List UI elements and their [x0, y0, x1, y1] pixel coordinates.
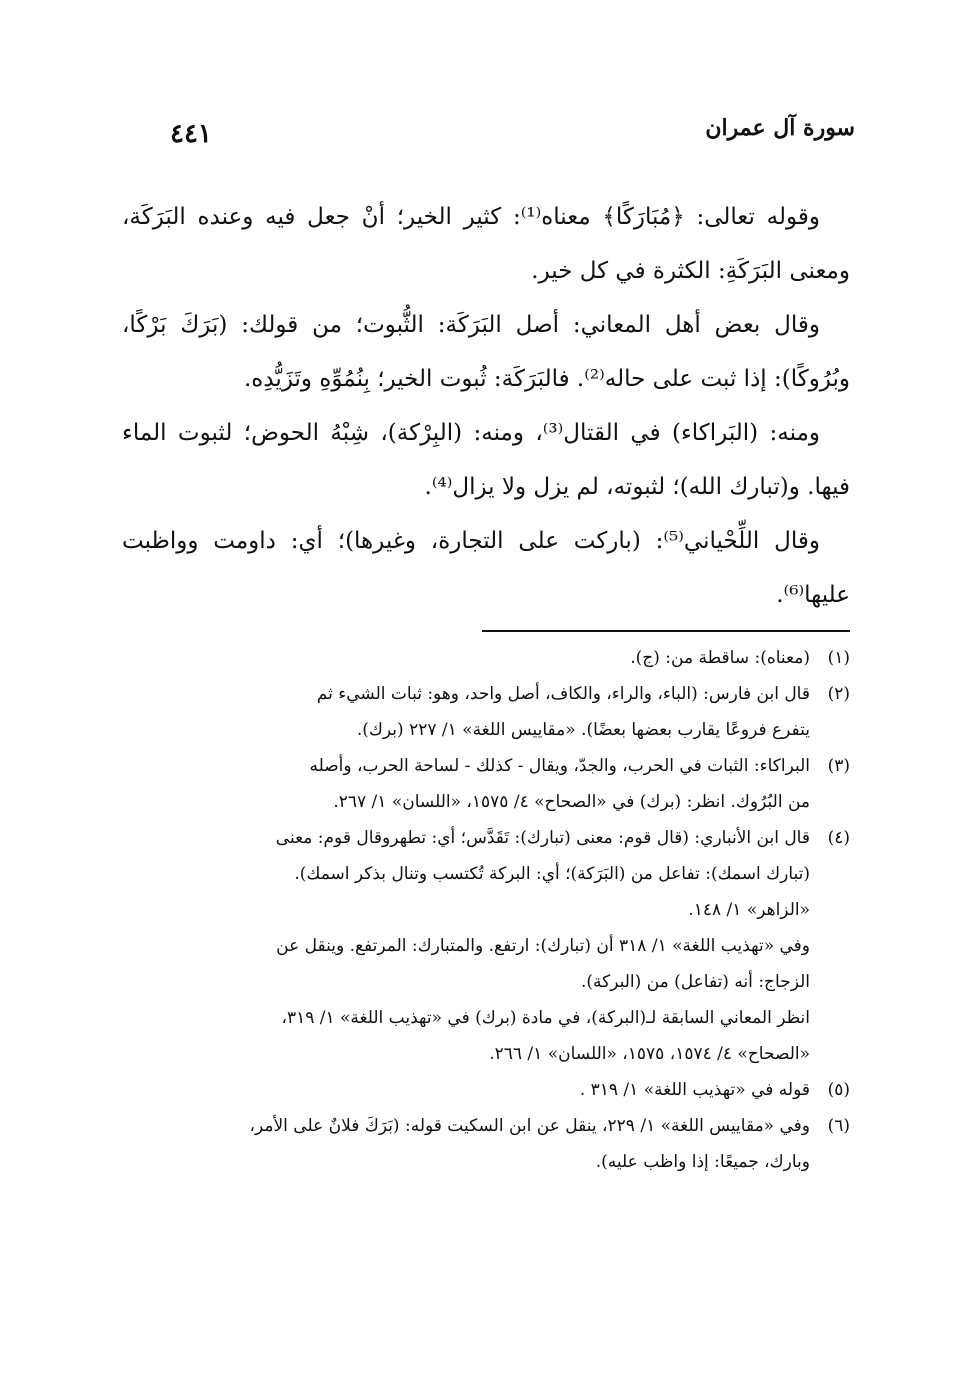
- footnote-line: البراكاء: الثبات في الحرب، والجدّ، ويقال - كذلك - لساحة الحرب، وأصله: [309, 756, 810, 776]
- paragraph: وقال اللِّحْياني⁽⁵⁾: (باركت على التجارة، وغيرها)؛ أي: داومت وواظبت عليها⁽⁶⁾.: [122, 528, 850, 608]
- footnote-number: (١): [827, 648, 850, 668]
- footnote-line: قوله في «تهذيب اللغة» ١/ ٣١٩ .: [579, 1080, 810, 1100]
- footnote-line: وفي «مقاييس اللغة» ١/ ٢٢٩، ينقل عن ابن السكيت قوله: (بَرَكَ فلانٌ على الأمر،: [249, 1116, 810, 1136]
- main-text: [122, 190, 850, 622]
- footnote-line: قال ابن الأنباري: (قال قوم: معنى (تبارك): تَقَدَّس؛ أي: تطهروقال قوم: معنى: [275, 828, 810, 848]
- footnote: [118, 676, 850, 748]
- footnote-line: وبارك، جميعًا: إذا واظب عليه).: [595, 1152, 810, 1172]
- running-header: [120, 115, 855, 155]
- footnote-line: يتفرع فروعًا يقارب بعضها بعضًا). «مقاييس اللغة» ١/ ٢٢٧ (برك).: [356, 720, 810, 740]
- footnotes: [118, 640, 850, 1180]
- paragraph: ومنه: (البَراكاء) في القتال⁽³⁾، ومنه: (البِرْكة)، شِبْهُ الحوض؛ لثبوت الماء فيها. و(تبارك الله)؛ لثبوته، لم يزل ولا يزال⁽⁴⁾.: [122, 420, 850, 500]
- footnote-number: (٤): [827, 828, 850, 848]
- footnote-line: (تبارك اسمك): تفاعل من (البَرَكة)؛ أي: البركة تُكتسب وتنال بذكر اسمك).: [294, 864, 810, 884]
- footnote-number: (٦): [827, 1116, 850, 1136]
- footnote-separator: [482, 630, 850, 632]
- footnote-number: (٣): [827, 756, 850, 776]
- footnote: [118, 640, 850, 676]
- footnote-number: (٢): [827, 684, 850, 704]
- footnote: [118, 748, 850, 820]
- page-number: ٤٤١: [170, 119, 212, 149]
- surah-title: سورة آل عمران: [705, 115, 855, 141]
- footnote-line: «الصحاح» ٤/ ١٥٧٤، ١٥٧٥، «اللسان» ١/ ٢٦٦.: [489, 1044, 810, 1064]
- footnote: [118, 1108, 850, 1180]
- footnote: [118, 820, 850, 1072]
- footnote: [118, 1072, 850, 1108]
- paragraph: وقال بعض أهل المعاني: أصل البَرَكَة: الثُّبوت؛ من قولك: (بَرَكَ بَرْكًا، وبُرُوكًا): إذا ثبت على حاله⁽²⁾. فالبَرَكَة: ثُبوت الخير؛ بِنُمُوِّهِ وتَزَيُّدِه.: [122, 312, 850, 392]
- footnote-number: (٥): [827, 1080, 850, 1100]
- paragraph: وقوله تعالى: ﴿مُبَارَكًا﴾ معناه⁽¹⁾: كثير الخير؛ أنْ جعل فيه وعنده البَرَكَة، ومعنى البَرَكَةِ: الكثرة في كل خير.: [122, 204, 850, 284]
- footnote-line: الزجاج: أنه (تفاعل) من (البركة).: [581, 972, 810, 992]
- footnote-line: «الزاهر» ١/ ١٤٨.: [688, 900, 810, 920]
- footnote-line: وفي «تهذيب اللغة» ١/ ٣١٨ أن (تبارك): ارتفع. والمتبارك: المرتفع. وينقل عن: [276, 936, 810, 956]
- footnote-line: (معناه): ساقطة من: (ج).: [630, 648, 810, 668]
- footnote-line: قال ابن فارس: (الباء، والراء، والكاف، أصل واحد، وهو: ثبات الشيء ثم: [316, 684, 810, 704]
- footnote-line: انظر المعاني السابقة لـ(البركة)، في مادة (برك) في «تهذيب اللغة» ١/ ٣١٩،: [281, 1008, 810, 1028]
- footnote-line: من البُرُوك. انظر: (برك) في «الصحاح» ٤/ ١٥٧٥، «اللسان» ١/ ٢٦٧.: [333, 792, 810, 812]
